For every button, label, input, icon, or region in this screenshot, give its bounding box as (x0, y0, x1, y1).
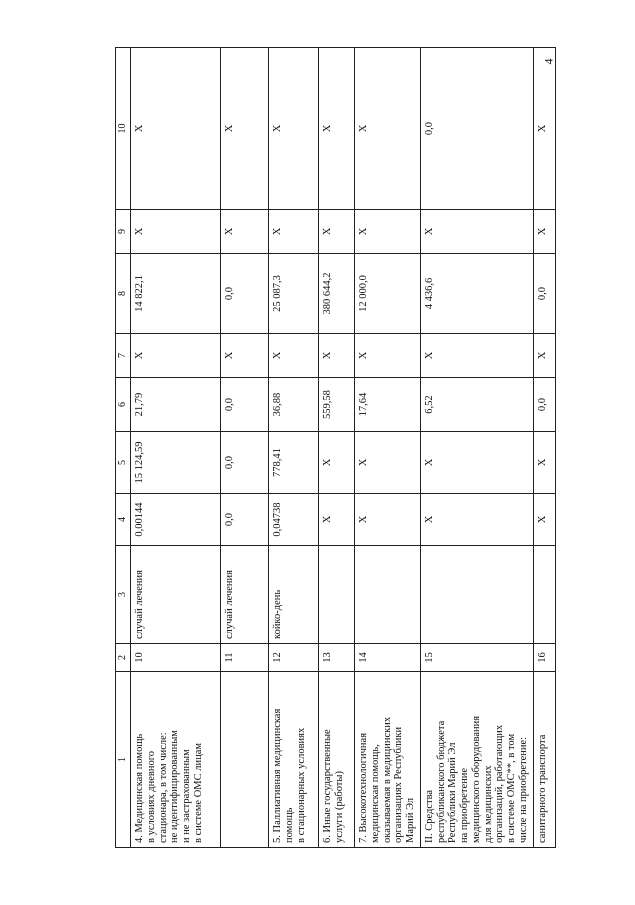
table-cell: X (355, 48, 421, 210)
row-label (319, 672, 355, 848)
row-label-line: санитарного транспорта (536, 734, 548, 843)
row-label-line: на приобретение (459, 767, 470, 843)
table-cell: X (319, 334, 355, 378)
table-cell: X (221, 210, 269, 254)
table-cell: 15 124,59 (131, 432, 221, 494)
table-cell: X (319, 210, 355, 254)
table-cell: X (221, 334, 269, 378)
row-label-line: 4. Медицинская помощь (134, 733, 145, 843)
column-header: 4 (116, 494, 131, 546)
table-cell: X (533, 432, 555, 494)
column-header: 1 (116, 672, 131, 848)
row-label-line: медицинская помощь, (369, 744, 381, 843)
rotated-table-wrapper (115, 48, 548, 848)
table-cell: 21,79 (131, 378, 221, 432)
table-cell (319, 546, 355, 644)
table-cell: 17,64 (355, 378, 421, 432)
row-label-line: медицинского оборудования (470, 715, 482, 843)
table-cell (420, 546, 533, 644)
table-cell: X (355, 210, 421, 254)
table-cell: X (319, 494, 355, 546)
table-cell: случай лечения (131, 546, 221, 644)
table-cell (533, 546, 555, 644)
row-label-line: для медицинских (482, 765, 494, 843)
table-row (319, 48, 355, 848)
column-header: 9 (116, 210, 131, 254)
table-cell: X (221, 48, 269, 210)
table-cell: 778,41 (269, 432, 319, 494)
table-row (420, 48, 533, 848)
table-cell: X (269, 334, 319, 378)
budget-table (115, 47, 556, 848)
table-cell: 14 822,1 (131, 254, 221, 334)
column-header: 3 (116, 546, 131, 644)
table-cell: X (131, 48, 221, 210)
row-label-line: республиканского бюджета (435, 720, 447, 843)
table-cell: X (533, 210, 555, 254)
row-label (533, 672, 555, 848)
table-cell: 0,0 (221, 494, 269, 546)
table-cell: X (420, 432, 533, 494)
row-label-line: и не застрахованным (181, 749, 192, 843)
table-cell: 380 644,2 (319, 254, 355, 334)
table-cell: 0,0 (221, 254, 269, 334)
table-cell: 559,58 (319, 378, 355, 432)
row-label-line: услуги (работы) (333, 771, 345, 843)
row-label-line: числе на приобретение: (517, 736, 529, 843)
header-row (116, 48, 131, 848)
table-row (221, 48, 269, 848)
table-cell: 0,0 (221, 432, 269, 494)
table-cell: X (269, 48, 319, 210)
row-label-line: организаций, работающих (494, 724, 506, 843)
table-cell: 25 087,3 (269, 254, 319, 334)
table-cell: X (420, 334, 533, 378)
table-row (355, 48, 421, 848)
row-label-line: не идентифицированным (169, 730, 181, 843)
table-cell: X (269, 210, 319, 254)
table-cell: X (420, 210, 533, 254)
row-label-line: 5. Паллиативная медицинская (272, 708, 283, 843)
row-label-line: организациях Республики (393, 726, 405, 843)
column-header: 7 (116, 334, 131, 378)
column-header: 2 (116, 644, 131, 672)
table-row (533, 48, 555, 848)
row-label-line: в системе ОМС лицам (192, 742, 204, 843)
table-cell: X (533, 494, 555, 546)
row-label-line: оказываемая в медицинских (381, 716, 393, 843)
row-label (355, 672, 421, 848)
table-cell: 36,88 (269, 378, 319, 432)
table-cell: X (533, 334, 555, 378)
table-cell: X (355, 494, 421, 546)
row-label-line: Республики Марий Эл (447, 742, 459, 843)
table-cell: X (355, 432, 421, 494)
column-header: 10 (116, 48, 131, 210)
table-cell: койко-день (269, 546, 319, 644)
table-cell: 11 (221, 644, 269, 672)
row-label (221, 672, 269, 848)
table-cell: X (131, 210, 221, 254)
table-cell: 0,0 (221, 378, 269, 432)
table-cell: 4 436,6 (420, 254, 533, 334)
row-label-line: 7. Высокотехнологичная (358, 732, 369, 843)
column-header: 8 (116, 254, 131, 334)
table-cell: 10 (131, 644, 221, 672)
row-label-line: в системе ОМС**, в том (506, 733, 517, 843)
column-header: 6 (116, 378, 131, 432)
table-cell: 15 (420, 644, 533, 672)
table-cell: X (319, 432, 355, 494)
row-label (269, 672, 319, 848)
row-label (131, 672, 221, 848)
table-cell: X (355, 334, 421, 378)
column-header: 5 (116, 432, 131, 494)
row-label-line: стационара, в том числе: (157, 732, 169, 843)
table-cell: 16 (533, 644, 555, 672)
table-cell: 6,52 (420, 378, 533, 432)
table-cell: 12 000,0 (355, 254, 421, 334)
table-cell: случай лечения (221, 546, 269, 644)
table-cell: 0,0 (533, 254, 555, 334)
table-cell: 13 (319, 644, 355, 672)
table-cell: 0,00144 (131, 494, 221, 546)
row-label-line: II. Средства (423, 789, 435, 843)
table-cell: 12 (269, 644, 319, 672)
table-cell: 0,0 (420, 48, 533, 210)
table-row (131, 48, 221, 848)
table-row (269, 48, 319, 848)
row-label (420, 672, 533, 848)
row-label-line: в условиях дневного (145, 750, 157, 843)
table-cell: X (131, 334, 221, 378)
table-cell: X (319, 48, 355, 210)
row-label-line: 6. Иные государственные (322, 729, 333, 843)
row-label-line: Марий Эл (405, 797, 416, 843)
row-label-line: помощь (283, 807, 295, 843)
table-cell: 0,04738 (269, 494, 319, 546)
page-number: 4 (541, 58, 556, 65)
table-cell: 0,0 (533, 378, 555, 432)
table-cell: X (420, 494, 533, 546)
table-cell: X (533, 48, 555, 210)
row-label-line: в стационарных условиях (295, 727, 307, 843)
table-cell: 14 (355, 644, 421, 672)
table-cell (355, 546, 421, 644)
